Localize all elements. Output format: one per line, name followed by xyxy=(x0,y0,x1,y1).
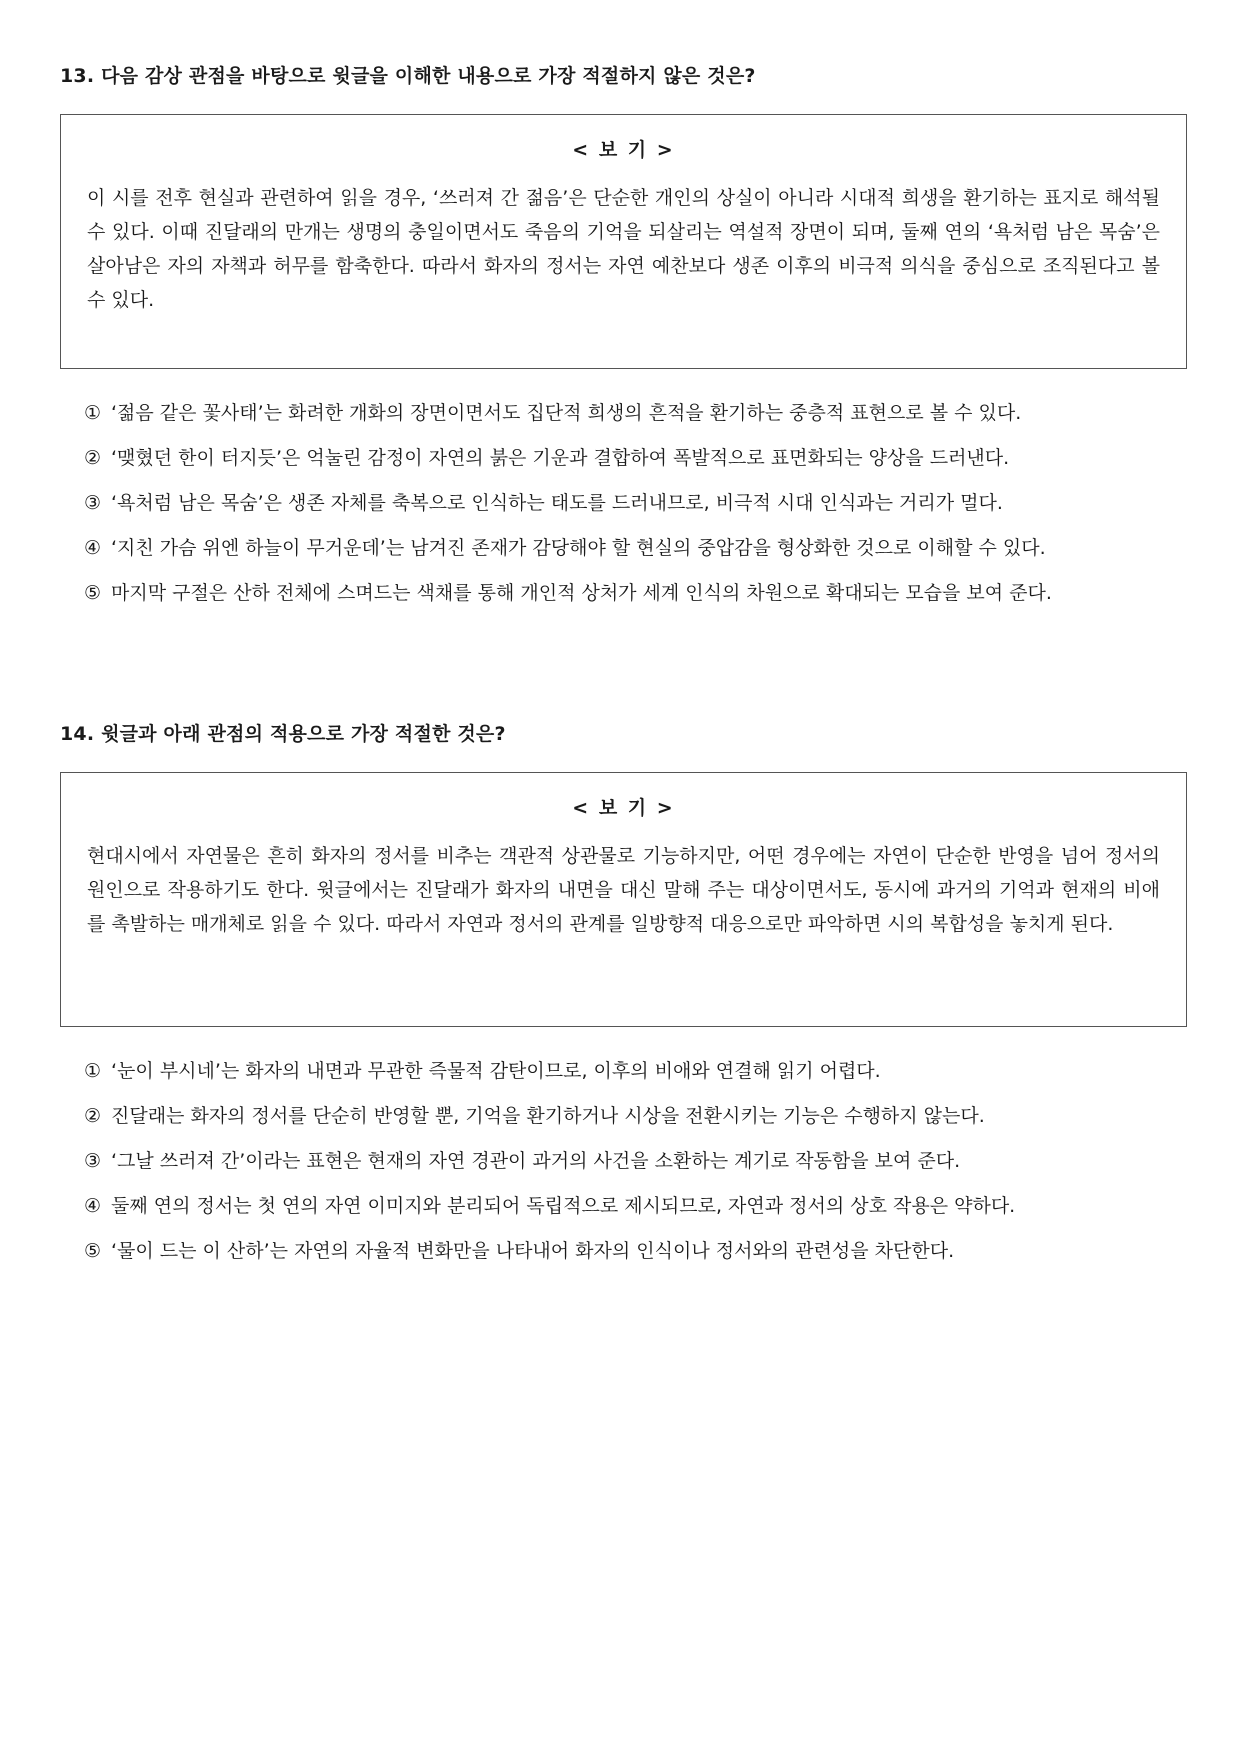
choice-text: ‘눈이 부시네’는 화자의 내면과 무관한 즉물적 감탄이므로, 이후의 비애와 연결해 읽기 어렵다. xyxy=(111,1060,881,1082)
choice-1[interactable] xyxy=(84,397,1179,429)
choice-number: ④ xyxy=(84,1195,102,1217)
question-14-choices xyxy=(84,1055,1179,1267)
choice-text: 둘째 연의 정서는 첫 연의 자연 이미지와 분리되어 독립적으로 제시되므로, 자연과 정서의 상호 작용은 약하다. xyxy=(111,1195,1016,1217)
choice-4[interactable] xyxy=(84,532,1179,564)
choice-text: ‘물이 드는 이 산하’는 자연의 자율적 변화만을 나타내어 화자의 인식이나 정서와의 관련성을 차단한다. xyxy=(111,1240,955,1262)
choice-4[interactable] xyxy=(84,1190,1179,1222)
choice-2[interactable] xyxy=(84,442,1179,474)
choice-3[interactable] xyxy=(84,487,1179,519)
choice-text: ‘그날 쓰러져 간’이라는 표현은 현재의 자연 경관이 과거의 사건을 소환하는 계기로 작동함을 보여 준다. xyxy=(111,1150,961,1172)
choice-text: ‘욕처럼 남은 목숨’은 생존 자체를 축복으로 인식하는 태도를 드러내므로, 비극적 시대 인식과는 거리가 멀다. xyxy=(111,492,1003,514)
question-13 xyxy=(60,62,1190,622)
choice-5[interactable] xyxy=(84,1235,1179,1267)
choice-number: ⑤ xyxy=(84,1240,102,1262)
choice-text: ‘젊음 같은 꽃사태’는 화려한 개화의 장면이면서도 집단적 희생의 흔적을 환기하는 중층적 표현으로 볼 수 있다. xyxy=(111,402,1022,424)
choice-text: ‘맺혔던 한이 터지듯’은 억눌린 감정이 자연의 붉은 기운과 결합하여 폭발적으로 표면화되는 양상을 드러낸다. xyxy=(111,447,1010,469)
bogi-label: < 보 기 > xyxy=(572,139,675,161)
choice-number: ① xyxy=(84,402,102,424)
question-14 xyxy=(60,720,1190,1280)
choice-1[interactable] xyxy=(84,1055,1179,1087)
bogi-label: < 보 기 > xyxy=(572,797,675,819)
choice-number: ⑤ xyxy=(84,582,102,604)
choice-number: ① xyxy=(84,1060,102,1082)
choice-text: ‘지친 가슴 위엔 하늘이 무거운데’는 남겨진 존재가 감당해야 할 현실의 중압감을 형상화한 것으로 이해할 수 있다. xyxy=(111,537,1046,559)
choice-5[interactable] xyxy=(84,577,1179,609)
choice-text: 진달래는 화자의 정서를 단순히 반영할 뿐, 기억을 환기하거나 시상을 전환시키는 기능은 수행하지 않는다. xyxy=(111,1105,985,1127)
bogi-text: 현대시에서 자연물은 흔히 화자의 정서를 비추는 객관적 상관물로 기능하지만, 어떤 경우에는 자연이 단순한 반영을 넘어 정서의 원인으로 작용하기도 한다. 윗글에서는 진달래가 화자의 내면을 대신 말해 주는 대상이면서도, 동시에 과거의 기억과 현재의 비애를 촉발하는 매개체로 읽을 수 있다. 따라서 자연과 정서의 관계를 일방향적 대응으로만 파악하면 시의 복합성을 놓치게 된다. xyxy=(87,845,1160,935)
question-14-bogi-box xyxy=(60,772,1187,1027)
bogi-text: 이 시를 전후 현실과 관련하여 읽을 경우, ‘쓰러져 간 젊음’은 단순한 개인의 상실이 아니라 시대적 희생을 환기하는 표지로 해석될 수 있다. 이때 진달래의 만개는 생명의 충일이면서도 죽음의 기억을 되살리는 역설적 장면이 되며, 둘째 연의 ‘욕처럼 남은 목숨’은 살아남은 자의 자책과 허무를 함축한다. 따라서 화자의 정서는 자연 예찬보다 생존 이후의 비극적 의식을 중심으로 조직된다고 볼 수 있다. xyxy=(87,187,1160,311)
choice-number: ③ xyxy=(84,1150,102,1172)
choice-number: ② xyxy=(84,1105,102,1127)
choice-number: ③ xyxy=(84,492,102,514)
question-13-bogi-box xyxy=(60,114,1187,369)
choice-3[interactable] xyxy=(84,1145,1179,1177)
choice-2[interactable] xyxy=(84,1100,1179,1132)
question-13-title: 13. 다음 감상 관점을 바탕으로 윗글을 이해한 내용으로 가장 적절하지 않은 것은? xyxy=(60,65,756,87)
choice-number: ② xyxy=(84,447,102,469)
choice-number: ④ xyxy=(84,537,102,559)
question-13-choices xyxy=(84,397,1179,609)
question-14-title: 14. 윗글과 아래 관점의 적용으로 가장 적절한 것은? xyxy=(60,723,506,745)
choice-text: 마지막 구절은 산하 전체에 스며드는 색채를 통해 개인적 상처가 세계 인식의 차원으로 확대되는 모습을 보여 준다. xyxy=(111,582,1052,604)
